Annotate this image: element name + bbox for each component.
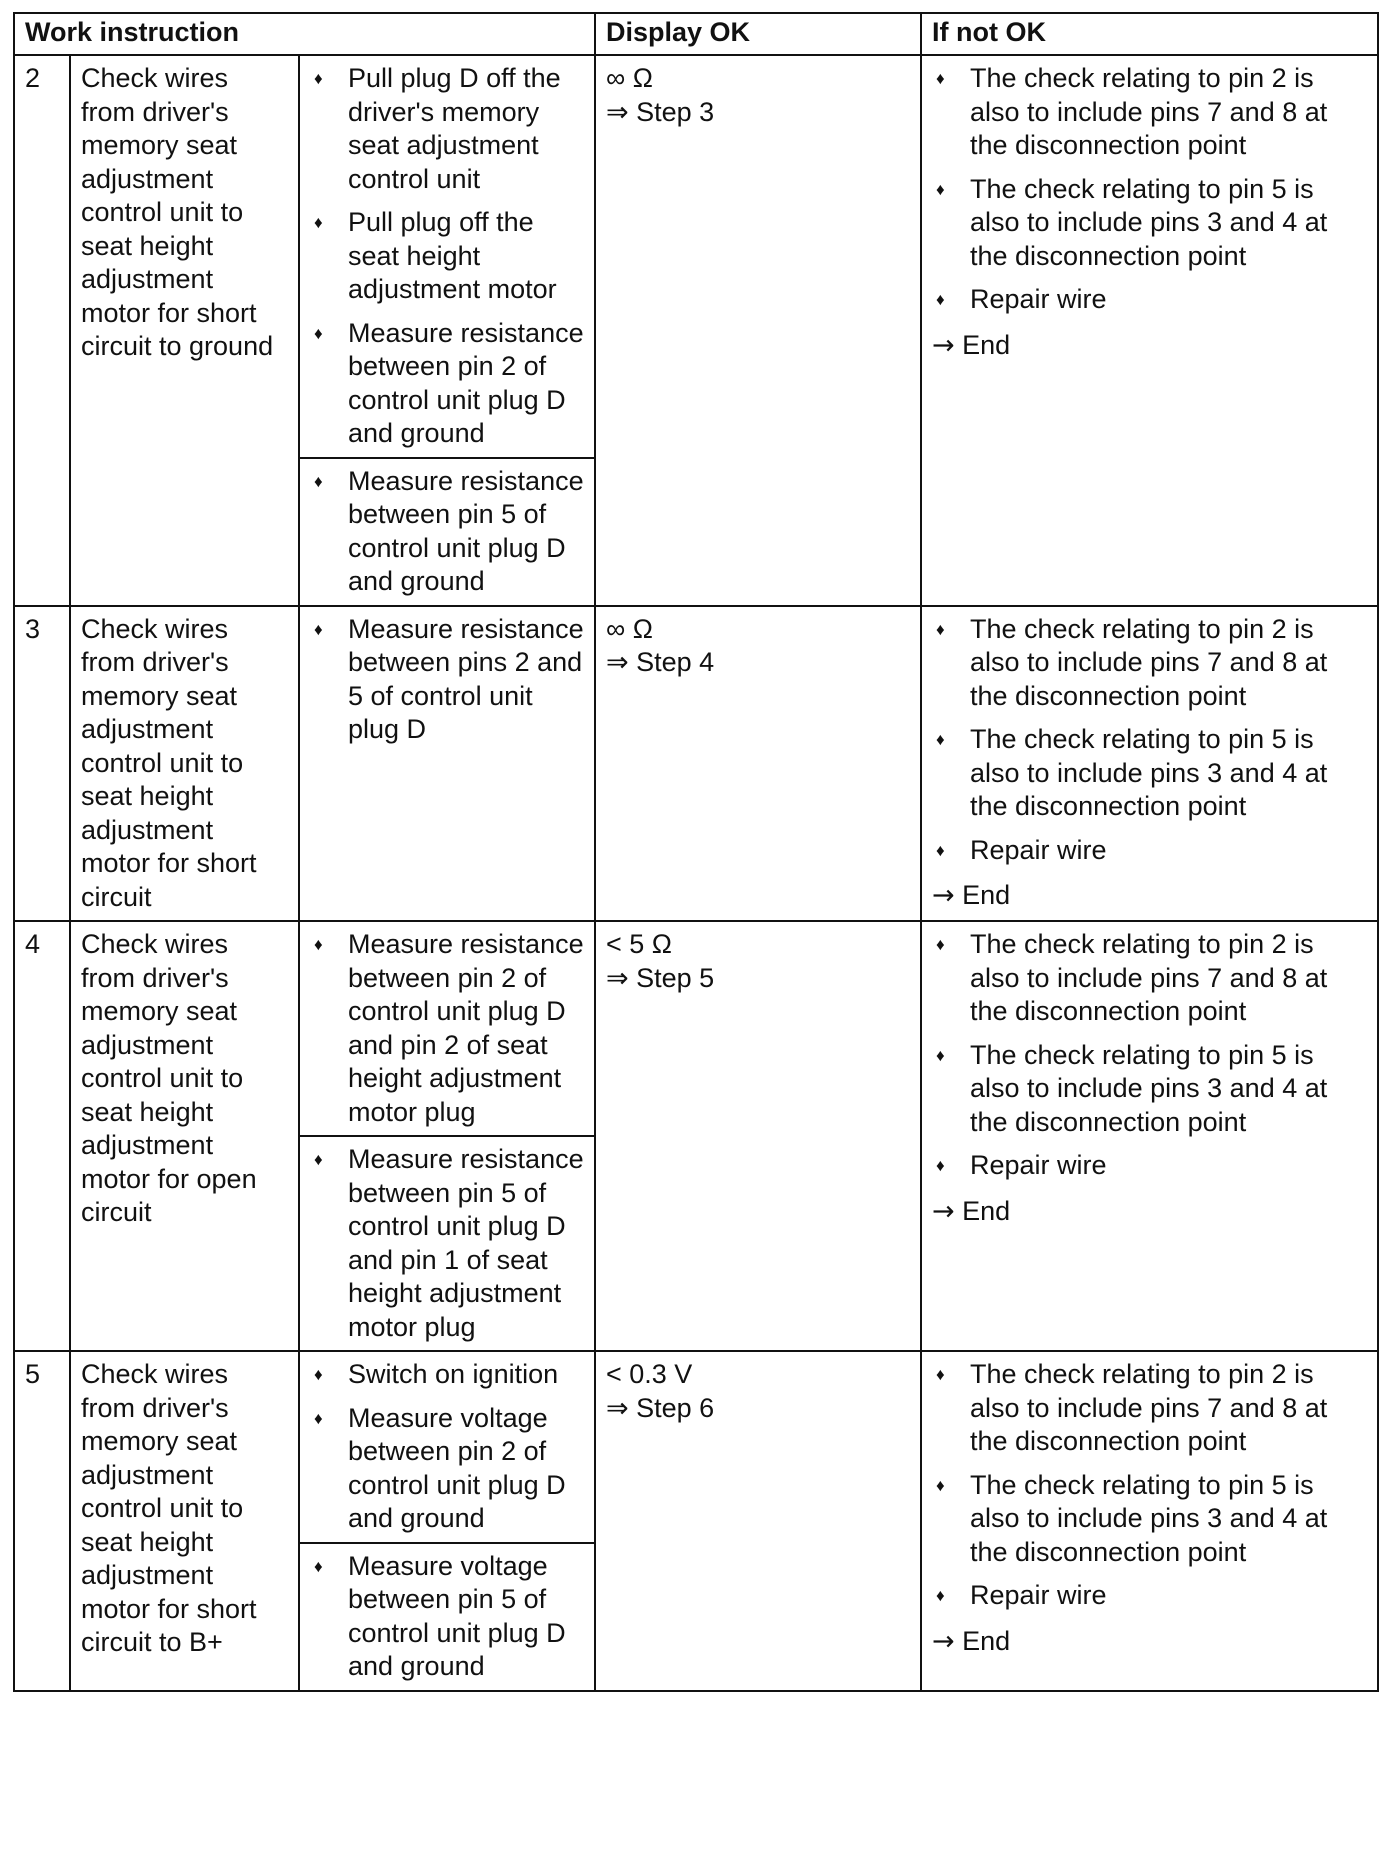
bullet-icon: ♦	[936, 1156, 945, 1175]
measure-cell	[299, 606, 595, 922]
bullet-icon: ♦	[936, 935, 945, 954]
step-description: Check wires from driver's memory seat adjustment control unit to seat height adjustment motor for short circuit to ground	[70, 55, 299, 606]
display-next-step	[606, 646, 910, 680]
measure-item	[310, 613, 584, 747]
not-ok-text: Repair wire	[970, 284, 1107, 314]
bullet-icon: ♦	[314, 323, 323, 343]
display-next-step	[606, 96, 910, 130]
end-arrow-icon: →	[932, 1195, 955, 1227]
display-value: < 5 Ω	[606, 929, 672, 959]
table-body	[14, 55, 1378, 1691]
not-ok-item	[932, 834, 1367, 868]
end-arrow-icon: →	[932, 880, 955, 911]
not-ok-item	[932, 1149, 1367, 1183]
measure-item	[310, 1550, 584, 1684]
step-number: 3	[14, 606, 70, 922]
measure-list	[310, 1550, 584, 1684]
measure-list	[310, 613, 584, 747]
step-description: Check wires from driver's memory seat adjustment control unit to seat height adjustment motor for open circuit	[70, 921, 299, 1351]
bullet-icon: ♦	[936, 290, 945, 309]
measure-group	[300, 922, 594, 1135]
end-marker	[932, 1625, 1367, 1659]
step-description: Check wires from driver's memory seat adjustment control unit to seat height adjustment motor for short circuit to B+	[70, 1351, 299, 1691]
bullet-icon: ♦	[314, 935, 323, 954]
not-ok-list	[932, 613, 1367, 868]
bullet-icon: ♦	[314, 213, 323, 232]
measure-text: Measure voltage between pin 5 of control unit plug D and ground	[348, 1550, 566, 1681]
not-ok-list	[932, 928, 1367, 1183]
not-ok-item	[932, 283, 1367, 317]
table-row	[14, 55, 1378, 606]
bullet-icon: ♦	[314, 1150, 323, 1169]
display-ok-cell	[595, 921, 921, 1351]
not-ok-text: The check relating to pin 2 is also to include pins 7 and 8 at the disconnection point	[970, 929, 1328, 1026]
not-ok-text: The check relating to pin 5 is also to include pins 3 and 4 at the disconnection point	[970, 173, 1328, 271]
measure-group	[300, 1135, 594, 1350]
not-ok-text: The check relating to pin 5 is also to include pins 3 and 4 at the disconnection point	[970, 1469, 1328, 1567]
measure-list	[310, 928, 584, 1129]
end-label: End	[962, 880, 1011, 910]
display-ok-cell	[595, 606, 921, 922]
not-ok-text: The check relating to pin 2 is also to include pins 7 and 8 at the disconnection point	[970, 1359, 1328, 1456]
step-arrow-icon: ⇒	[606, 647, 629, 678]
measure-list	[310, 62, 584, 451]
bullet-icon: ♦	[314, 1365, 323, 1384]
end-arrow-icon: →	[932, 1625, 955, 1657]
end-label: End	[962, 1195, 1011, 1226]
measure-text: Pull plug off the seat height adjustment motor	[348, 207, 557, 304]
measure-group	[300, 607, 594, 753]
bullet-icon: ♦	[936, 179, 945, 199]
bullet-icon: ♦	[936, 1045, 945, 1065]
measure-text: Measure resistance between pin 2 of control unit plug D and ground	[348, 317, 584, 448]
bullet-icon: ♦	[936, 1475, 945, 1495]
bullet-icon: ♦	[936, 730, 945, 749]
not-ok-item	[932, 928, 1367, 1029]
measure-text: Pull plug D off the driver's memory seat adjustment control unit	[348, 63, 561, 194]
measure-text: Measure resistance between pin 2 of control unit plug D and pin 2 of seat height adjustment motor plug	[348, 929, 584, 1127]
measure-item	[310, 465, 584, 599]
not-ok-item	[932, 613, 1367, 714]
measure-list	[310, 465, 584, 599]
bullet-icon: ♦	[936, 1365, 945, 1384]
not-ok-item	[932, 173, 1367, 274]
not-ok-text: Repair wire	[970, 1580, 1107, 1610]
not-ok-list	[932, 62, 1367, 317]
step-arrow-icon: ⇒	[606, 96, 629, 128]
not-ok-item	[932, 1039, 1367, 1140]
step-number: 2	[14, 55, 70, 606]
display-ok-cell	[595, 1351, 921, 1691]
not-ok-text: The check relating to pin 5 is also to include pins 3 and 4 at the disconnection point	[970, 724, 1328, 821]
table-row	[14, 921, 1378, 1351]
not-ok-text: The check relating to pin 2 is also to include pins 7 and 8 at the disconnection point	[970, 613, 1328, 711]
not-ok-text: The check relating to pin 5 is also to include pins 3 and 4 at the disconnection point	[970, 1039, 1328, 1137]
bullet-icon: ♦	[936, 619, 945, 639]
not-ok-item	[932, 1358, 1367, 1459]
not-ok-text: Repair wire	[970, 834, 1107, 865]
measure-cell	[299, 921, 595, 1351]
next-step-label: Step 6	[636, 1392, 715, 1423]
end-arrow-icon: →	[932, 329, 955, 361]
bullet-icon: ♦	[936, 1586, 945, 1605]
bullet-icon: ♦	[314, 471, 323, 491]
bullet-icon: ♦	[936, 840, 945, 860]
not-ok-text: The check relating to pin 2 is also to include pins 7 and 8 at the disconnection point	[970, 63, 1328, 160]
not-ok-item	[932, 62, 1367, 163]
not-ok-text: Repair wire	[970, 1150, 1107, 1180]
measure-text: Switch on ignition	[348, 1359, 559, 1389]
measure-cell	[299, 1351, 595, 1691]
display-value: < 0.3 V	[606, 1359, 693, 1389]
if-not-ok-cell	[921, 921, 1378, 1351]
display-ok-cell	[595, 55, 921, 606]
measure-group	[300, 56, 594, 457]
if-not-ok-cell	[921, 606, 1378, 922]
end-marker	[932, 329, 1367, 363]
display-next-step	[606, 962, 910, 996]
step-arrow-icon: ⇒	[606, 962, 629, 994]
work-instruction-table	[13, 12, 1379, 1692]
measure-item	[310, 1358, 584, 1392]
not-ok-item	[932, 1579, 1367, 1613]
end-label: End	[962, 1625, 1011, 1656]
bullet-icon: ♦	[314, 619, 323, 639]
end-label: End	[962, 329, 1011, 360]
measure-text: Measure resistance between pin 5 of control unit plug D and pin 1 of seat height adjustment motor plug	[348, 1144, 584, 1342]
measure-group	[300, 1352, 594, 1542]
bullet-icon: ♦	[314, 1556, 323, 1576]
table-row	[14, 1351, 1378, 1691]
measure-item	[310, 928, 584, 1129]
header-if-not-ok: If not OK	[921, 13, 1378, 55]
measure-text: Measure resistance between pin 5 of control unit plug D and ground	[348, 465, 584, 596]
step-arrow-icon: ⇒	[606, 1392, 629, 1424]
measure-text: Measure voltage between pin 2 of control unit plug D and ground	[348, 1402, 566, 1533]
measure-item	[310, 317, 584, 451]
not-ok-list	[932, 1358, 1367, 1613]
if-not-ok-cell	[921, 55, 1378, 606]
end-marker	[932, 879, 1367, 913]
end-marker	[932, 1195, 1367, 1229]
not-ok-item	[932, 723, 1367, 824]
next-step-label: Step 5	[636, 962, 715, 993]
header-work-instruction: Work instruction	[14, 13, 595, 55]
not-ok-item	[932, 1469, 1367, 1570]
bullet-icon: ♦	[314, 69, 323, 88]
measure-list	[310, 1358, 584, 1536]
bullet-icon: ♦	[314, 1408, 323, 1428]
measure-item	[310, 1143, 584, 1344]
header-display-ok: Display OK	[595, 13, 921, 55]
measure-cell	[299, 55, 595, 606]
step-description: Check wires from driver's memory seat adjustment control unit to seat height adjustment motor for short circuit	[70, 606, 299, 922]
measure-item	[310, 62, 584, 196]
next-step-label: Step 4	[636, 647, 715, 677]
measure-group	[300, 457, 594, 605]
step-number: 4	[14, 921, 70, 1351]
header-row	[14, 13, 1378, 55]
display-value: ∞ Ω	[606, 613, 653, 644]
if-not-ok-cell	[921, 1351, 1378, 1691]
measure-item	[310, 206, 584, 307]
next-step-label: Step 3	[636, 96, 715, 127]
display-value: ∞ Ω	[606, 63, 653, 93]
measure-text: Measure resistance between pins 2 and 5 of control unit plug D	[348, 613, 584, 744]
measure-group	[300, 1542, 594, 1690]
bullet-icon: ♦	[936, 69, 945, 88]
table-row	[14, 606, 1378, 922]
display-next-step	[606, 1392, 910, 1426]
step-number: 5	[14, 1351, 70, 1691]
measure-item	[310, 1402, 584, 1536]
measure-list	[310, 1143, 584, 1344]
